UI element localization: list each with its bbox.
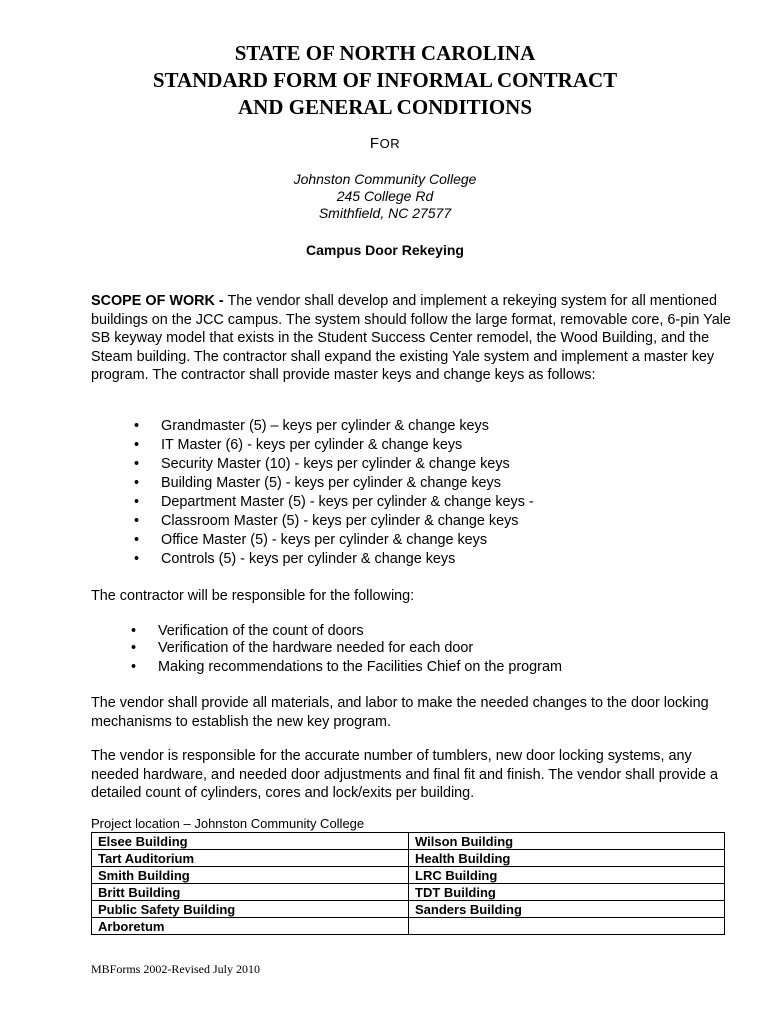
scope-text: The vendor shall develop and implement a rekeying system for all mentioned buildings on the JCC campus. The system should follow the large format, removable core, 6-pin Yale SB keyway model that exists in the Student Success Center remodel, the Wood Building, and the Steam building. The contractor shall expand the existing Yale system and implement a master key program. The contractor shall provide master keys and change keys as follows: (91, 293, 731, 383)
table-cell: Health Building (409, 850, 725, 867)
list-item: • Verification of the count of doors (131, 622, 562, 641)
list-item: • Verification of the hardware needed for each door (131, 639, 562, 658)
list-item: • Security Master (10) - keys per cylinder & change keys (134, 455, 534, 474)
list-item: • Making recommendations to the Facilities Chief on the program (131, 658, 562, 677)
table-cell: Smith Building (92, 867, 409, 884)
table-row (92, 867, 725, 884)
table-cell: Sanders Building (409, 901, 725, 918)
table-row (92, 918, 725, 935)
college-city: Smithfield, NC 27577 (318, 205, 452, 221)
table-cell: Tart Auditorium (92, 850, 409, 867)
key-list (134, 417, 534, 569)
table-row (92, 901, 725, 918)
project-location-label: Project location – Johnston Community College (91, 816, 365, 831)
for-label-rest: OR (379, 136, 401, 151)
table-row (92, 884, 725, 901)
table-cell: Public Safety Building (92, 901, 409, 918)
table-cell: TDT Building (409, 884, 725, 901)
materials-paragraph: The vendor shall provide all materials, and labor to make the needed changes to the door locking mechanisms to establish the new key program. (91, 695, 709, 730)
college-street: 245 College Rd (336, 188, 434, 204)
list-item: • Office Master (5) - keys per cylinder & change keys (134, 531, 534, 550)
list-item: • Controls (5) - keys per cylinder & change keys (134, 550, 534, 569)
table-cell: Elsee Building (92, 833, 409, 850)
list-item: • Department Master (5) - keys per cylinder & change keys - (134, 493, 534, 512)
scope-of-work-paragraph (91, 292, 731, 385)
form-title-line-3: AND GENERAL CONDITIONS (237, 95, 533, 119)
table-cell: LRC Building (409, 867, 725, 884)
table-cell: Britt Building (92, 884, 409, 901)
project-title: Campus Door Rekeying (306, 242, 464, 258)
form-title-line-2: STANDARD FORM OF INFORMAL CONTRACT (152, 68, 618, 92)
building-table (91, 832, 725, 935)
table-cell: Wilson Building (409, 833, 725, 850)
responsible-list (131, 622, 562, 677)
list-item: • Grandmaster (5) – keys per cylinder & change keys (134, 417, 534, 436)
list-item: • Classroom Master (5) - keys per cylinder & change keys (134, 512, 534, 531)
for-label-initial: F (369, 135, 380, 152)
table-cell: Arboretum (92, 918, 409, 935)
form-footer: MBForms 2002-Revised July 2010 (91, 962, 261, 976)
accuracy-paragraph: The vendor is responsible for the accurate number of tumblers, new door locking systems, any needed hardware, and needed door adjustments and final fit and finish. The vendor shall provide a detailed count of cylinders, cores and lock/exits per building. (91, 748, 718, 801)
table-row (92, 850, 725, 867)
scope-label: SCOPE OF WORK - (91, 293, 224, 309)
responsible-intro: The contractor will be responsible for the following: (91, 588, 415, 604)
form-title-line-1: STATE OF NORTH CAROLINA (234, 41, 536, 65)
list-item: • Building Master (5) - keys per cylinder & change keys (134, 474, 534, 493)
table-cell (409, 918, 725, 935)
table-row (92, 833, 725, 850)
for-label (0, 135, 770, 152)
list-item: • IT Master (6) - keys per cylinder & change keys (134, 436, 534, 455)
college-name: Johnston Community College (293, 171, 477, 187)
